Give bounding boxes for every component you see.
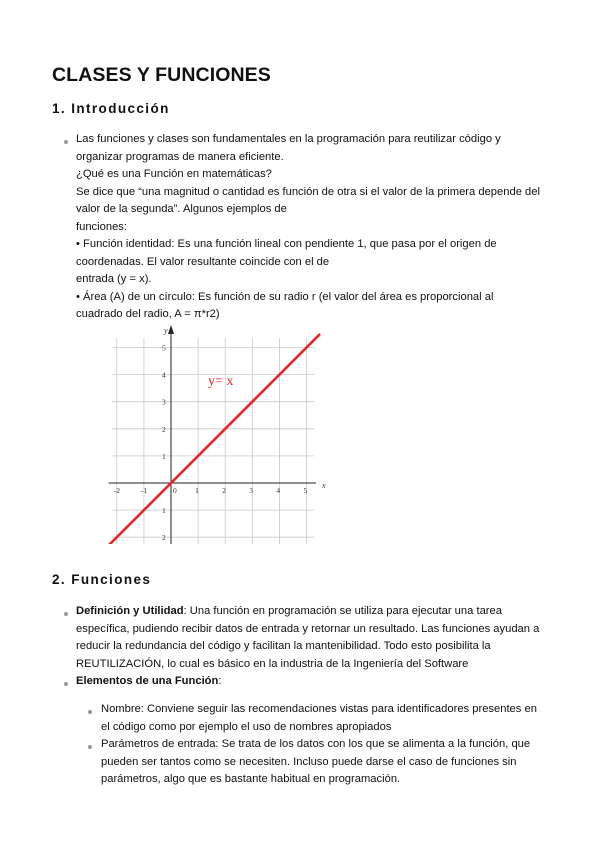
nombre-paragraph [101, 701, 537, 736]
sub-bullet-marker [88, 745, 92, 749]
intro-paragraph [76, 131, 540, 324]
intro-line: cuadrado del radio, A = π*r2) [76, 308, 220, 320]
intro-line: entrada (y = x). [76, 273, 152, 285]
y-tick-label: 1 [162, 451, 166, 461]
x-tick-label: 3 [249, 486, 254, 495]
x-tick-label: -2 [113, 486, 121, 495]
chart-axes [109, 325, 316, 544]
x-axis-label: x [322, 481, 326, 490]
intro-line: valor de la segunda”. Algunos ejemplos de [76, 203, 287, 215]
definicion-line: específica, pudiendo recibir datos de entrada y retornar un resultado. Las funciones ayudan a [76, 622, 540, 635]
chart-series [109, 334, 320, 544]
x-tick-label: 2 [222, 486, 226, 495]
intro-line: Las funciones y clases son fundamentales en la programación para reutilizar código y [76, 133, 501, 145]
y-tick-label: 2 [162, 424, 166, 434]
intro-line: funciones: [76, 220, 127, 233]
section-heading-introduccion: 1. Introducción [52, 101, 170, 116]
y-tick-label: 2 [162, 533, 166, 543]
x-tick-label: -1 [140, 486, 148, 495]
parametros-line: Parámetros de entrada: Se trata de los datos con los que se alimenta a la función, que [101, 738, 531, 750]
bullet-marker [64, 682, 68, 686]
definicion-label: Definición y Utilidad [76, 605, 184, 617]
parametros-line: parámetros, algo que es bastante habitual en programación. [101, 773, 401, 785]
definicion-line: reducir la redundancia del código y facilitan la mantenibilidad. Todo esto posibilita la [76, 640, 491, 652]
intro-line: Se dice que “una magnitud o cantidad es función de otra si el valor de la primera depende del [76, 185, 540, 198]
intro-line: coordenadas. El valor resultante coincide con el de [76, 255, 330, 268]
y-tick-label: 1 [162, 506, 166, 516]
parametros-line: pueden ser tantos como se necesiten. Incluso puede darse el caso de funciones sin [101, 755, 517, 768]
intro-line: ¿Qué es una Función en matemáticas? [76, 168, 272, 180]
y-axis-label: y [164, 326, 168, 335]
y-tick-label: 3 [162, 397, 166, 407]
x-tick-label: 1 [195, 486, 199, 495]
intro-line: • Área (A) de un círculo: Es función de su radio r (el valor del área es proporcional al [76, 290, 494, 303]
page-title: CLASES Y FUNCIONES [52, 64, 271, 86]
intro-line: organizar programas de manera eficiente. [76, 150, 284, 163]
elementos-label: Elementos de una Función [76, 675, 219, 687]
identity-function-chart [104, 322, 326, 544]
x-tick-label: 5 [303, 486, 308, 495]
chart-annotation: y= x [208, 374, 234, 389]
elementos-suffix: : [218, 675, 222, 687]
x-tick-label: 0 [173, 486, 177, 495]
definicion-line: : Una función en programación se utiliza para ejecutar una tarea [183, 605, 502, 617]
y-tick-label: 5 [162, 343, 166, 353]
nombre-line: el código como por ejemplo el uso de nombres apropiados [101, 720, 392, 733]
elementos-paragraph [76, 673, 221, 691]
bullet-marker [64, 612, 68, 616]
definicion-paragraph [76, 603, 539, 673]
y-axis-arrow [168, 325, 174, 334]
sub-bullet-marker [88, 710, 92, 714]
y-tick-labels [162, 344, 166, 543]
y-tick-label: 4 [162, 370, 166, 380]
intro-line: • Función identidad: Es una función lineal con pendiente 1, que pasa por el origen de [76, 238, 497, 250]
parametros-paragraph [101, 736, 530, 789]
nombre-line: Nombre: Conviene seguir las recomendaciones vistas para identificadores presentes en [101, 703, 537, 715]
series-line-y-equals-x [109, 334, 320, 544]
x-tick-labels [114, 486, 308, 495]
section-heading-funciones: 2. Funciones [52, 572, 152, 587]
x-tick-label: 4 [276, 486, 281, 495]
bullet-marker [64, 140, 68, 144]
definicion-line: REUTILIZACIÓN, lo cual es básico en la industria de la Ingeniería del Software [76, 657, 469, 670]
